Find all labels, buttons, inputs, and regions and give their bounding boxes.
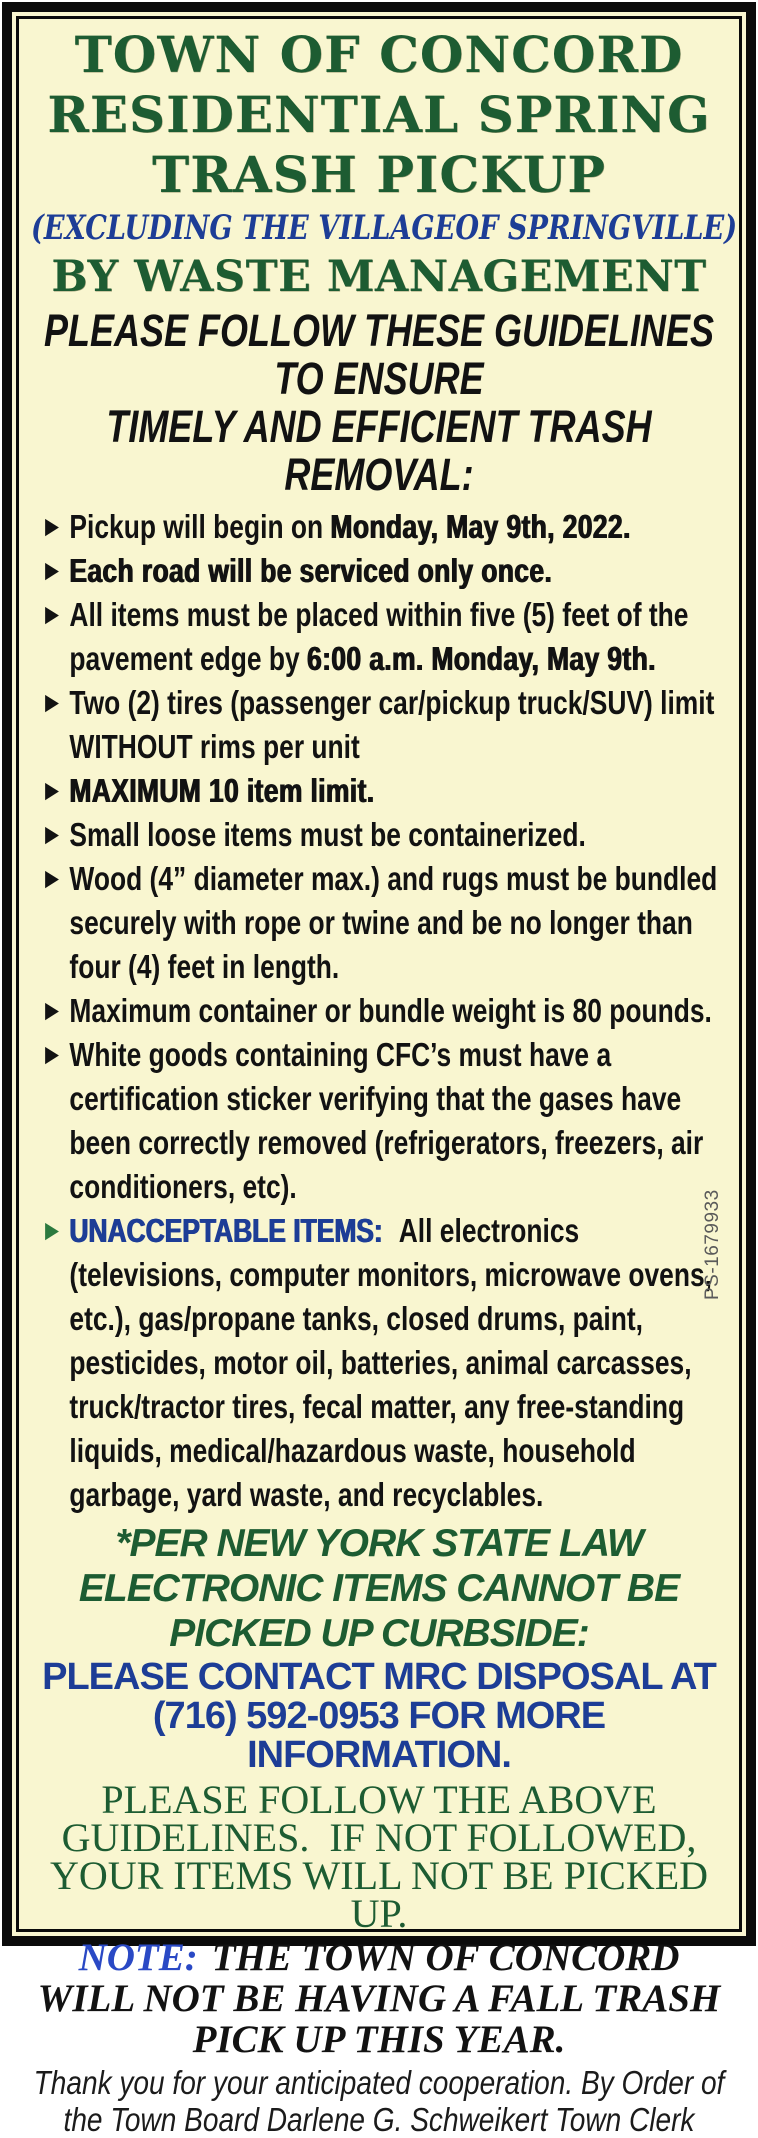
guideline-text: Pickup will begin on	[69, 508, 331, 545]
closing-statement: Thank you for your anticipated cooperation. By Order of the Town Board Darlene G. Schweikert Town Clerk	[33, 2064, 725, 2138]
guideline-item	[31, 505, 727, 549]
bullet-arrow-icon: ▶	[45, 603, 59, 626]
guideline-emphasis: Each road will be serviced only once.	[69, 552, 553, 589]
guideline-item	[31, 989, 727, 1033]
bullet-arrow-icon: ▶	[45, 691, 59, 714]
guidelines-list	[31, 505, 727, 1517]
contact-notice: PLEASE CONTACT MRC DISPOSAL AT (716) 592-0953 FOR MORE INFORMATION.	[42, 1656, 716, 1776]
guideline-text: All items must be placed within five (5) feet of the pavement edge by	[69, 596, 689, 677]
bullet-arrow-icon: ▶	[45, 559, 59, 582]
guidelines-intro	[31, 307, 727, 499]
guideline-item	[31, 857, 727, 989]
bullet-arrow-icon: ▶	[45, 515, 59, 538]
guideline-text: Two (2) tires (passenger car/pickup truck/SUV) limit WITHOUT rims per unit	[69, 684, 715, 765]
bullet-arrow-icon: ▶	[45, 1043, 59, 1066]
notice-title	[31, 25, 727, 205]
notice-inner-frame	[16, 16, 742, 2138]
notice-outer-border	[2, 2, 756, 2138]
guideline-item	[31, 813, 727, 857]
guideline-emphasis: 6:00 a.m. Monday, May 9th.	[307, 640, 656, 677]
guideline-item-unacceptable	[31, 1209, 727, 1517]
intro-line-1: PLEASE FOLLOW THESE GUIDELINES TO ENSURE	[43, 305, 715, 404]
guideline-text: Wood (4” diameter max.) and rugs must be bundled securely with rope or twine and be no longer than four (4) feet in length.	[69, 860, 718, 985]
follow-guidelines-notice: PLEASE FOLLOW THE ABOVE GUIDELINES. IF NOT FOLLOWED, YOUR ITEMS WILL NOT BE PICKED UP.	[49, 1777, 719, 1936]
exclusion-line: (EXCLUDING THE VILLAGEOF SPRINGVILLE)	[31, 208, 738, 248]
guideline-item	[31, 681, 727, 769]
guideline-item	[31, 769, 727, 813]
title-line-1: TOWN OF CONCORD	[74, 25, 684, 84]
unacceptable-items-label: UNACCEPTABLE ITEMS:	[69, 1212, 383, 1249]
guideline-item	[31, 593, 727, 681]
guideline-text: White goods containing CFC’s must have a certification sticker verifying that the gases have been correctly removed (refrigerators, freezers, air conditioners, etc).	[69, 1036, 704, 1205]
guideline-emphasis: Monday, May 9th, 2022.	[330, 508, 631, 545]
electronics-law-notice: *PER NEW YORK STATE LAW ELECTRONIC ITEMS CANNOT BE PICKED UP CURBSIDE:	[78, 1522, 680, 1655]
title-line-3: TRASH PICKUP	[152, 145, 606, 204]
guideline-text: All electronics (televisions, computer monitors, microwave ovens, etc.), gas/propane tanks, closed drums, paint, pesticides, motor oil, batteries, animal carcasses, truck/tractor tires, fecal matter, any free-standing liquids, medical/hazardous waste, household garbage, yard waste, and recyclables.	[69, 1212, 712, 1513]
bullet-arrow-icon: ▶	[45, 867, 59, 890]
guideline-text: Small loose items must be containerized.	[69, 816, 586, 853]
note-text: THE TOWN OF CONCORD WILL NOT BE HAVING A FALL TRASH PICK UP THIS YEAR.	[37, 1936, 721, 2061]
guideline-item	[31, 1033, 727, 1209]
intro-line-2: TIMELY AND EFFICIENT TRASH REMOVAL:	[106, 401, 652, 500]
bullet-arrow-icon: ▶	[45, 823, 59, 846]
guideline-emphasis: MAXIMUM 10 item limit.	[69, 772, 375, 809]
bullet-arrow-icon: ▶	[45, 999, 59, 1022]
bullet-arrow-icon: ▶	[45, 779, 59, 802]
guideline-text: Maximum container or bundle weight is 80 pounds.	[69, 992, 712, 1029]
guideline-item	[31, 549, 727, 593]
provider-line: BY WASTE MANAGEMENT	[51, 252, 707, 302]
note-label: NOTE:	[78, 1936, 198, 1979]
title-line-2: RESIDENTIAL SPRING	[47, 85, 711, 144]
press-code: PS-1679933	[702, 1189, 723, 1300]
fall-pickup-note	[31, 1937, 727, 2060]
bullet-arrow-icon-green: ▶	[45, 1219, 59, 1242]
